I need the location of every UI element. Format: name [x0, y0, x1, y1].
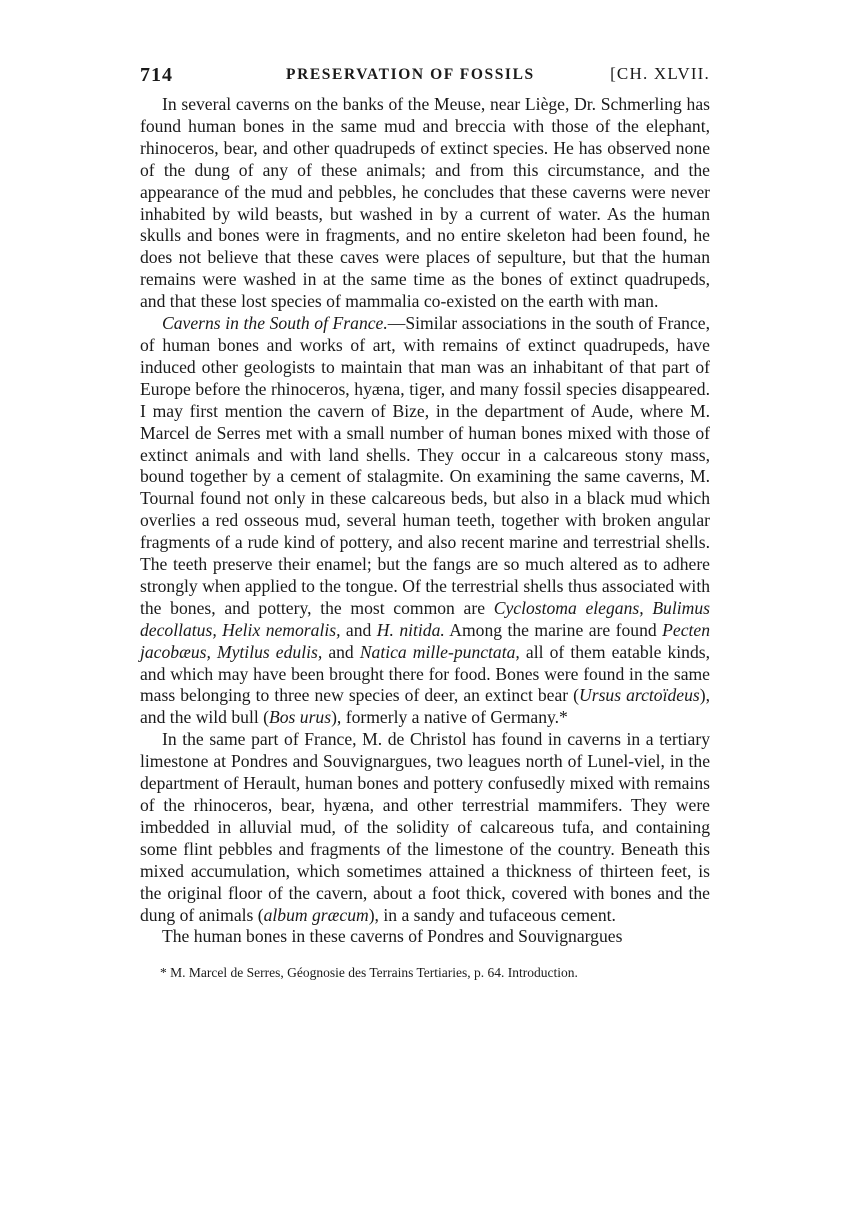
paragraph — [140, 926, 710, 948]
paragraph — [140, 94, 710, 313]
page-number: 714 — [140, 64, 173, 86]
text-run: In the same part of France, M. de Christol has found in caverns in a tertiary limestone at Pondres and Souvignargues, two leagues north of Lunel-viel, in the department of Herault, human bones and pottery confusedly mixed with remains of the rhinoceros, bear, hyæna, and other terrestrial mammifers. They were imbedded in alluvial mud, of the solidity of calcareous tufa, and containing some flint pebbles and fragments of the limestone of the country. Beneath this mixed accumulation, which sometimes attained a thickness of thirteen feet, is the original floor of the cavern, about a foot thick, covered with bones and the dung of animals ( — [140, 729, 710, 925]
italic-text: H. nitida. — [376, 619, 445, 640]
text-run: ), formerly a native of Germany.* — [331, 707, 568, 728]
italic-text: Natica mille-punctata, — [359, 641, 520, 662]
italic-text: Ursus arctoïdeus — [579, 685, 700, 706]
italic-text: Caverns in the South of France. — [162, 313, 388, 334]
text-run: ), and the wild bull ( — [140, 685, 710, 728]
text-run: —Similar associations in the south of France, of human bones and works of art, with remains of extinct quadrupeds, have induced other geologists to maintain that man was an inhabitant of that part of Europe before the rhinoceros, hyæna, tiger, and many fossil species disappeared. I may first mention the cavern of Bize, in the department of Aude, where M. Marcel de Serres met with a small number of human bones mixed with those of extinct animals and with land shells. They occur in a calcareous stony mass, bound together by a cement of stalagmite. On examining the same caverns, M. Tournal found not only in these calcareous beds, but also in a black mud which overlies a red osseous mud, several human teeth, together with broken angular fragments of a rude kind of pottery, and also recent marine and terrestrial shells. The teeth preserve their enamel; but the fangs are so much altered as to adhere strongly when applied to the tongue. Of the terrestrial shells thus associated with the bones, and pottery, the most common are — [140, 313, 710, 618]
chapter-reference: [CH. XLVII. — [610, 64, 710, 83]
text-run: In several caverns on the banks of the Meuse, near Liège, Dr. Schmerling has found human bones in the same mud and breccia with those of the elephant, rhinoceros, bear, and other quadrupeds of extinct species. He has observed none of the dung of any of these animals; and from this circumstance, and the appearance of the mud and pebbles, he concludes that these caverns were never inhabited by wild beasts, but washed in by a current of water. As the human skulls and bones were in fragments, and no entire skeleton had been found, he does not believe that these caves were places of sepulture, but that the human remains were washed in at the same time as the bones of extinct quadrupeds, and that these lost species of mammalia co-existed on the earth with man. — [140, 94, 710, 312]
running-title: PRESERVATION OF FOSSILS — [286, 66, 535, 83]
text-run: The human bones in these caverns of Pondres and Souvignargues — [162, 926, 623, 947]
footnote: * M. Marcel de Serres, Géognosie des Terrains Tertiaries, p. 64. Introduction. — [160, 965, 578, 981]
paragraph — [140, 313, 710, 729]
paragraph — [140, 729, 710, 926]
text-run: and — [322, 641, 360, 662]
text-run: and — [340, 619, 377, 640]
book-page — [140, 60, 710, 982]
text-run: Among the marine are found — [444, 619, 663, 640]
italic-text: album græcum — [263, 904, 369, 925]
italic-text: Bos urus — [269, 707, 332, 728]
text-run: all of them eatable kinds, and which may have been brought there for food. Bones were found in the same mass belonging to three new species of deer, an extinct bear ( — [140, 641, 711, 706]
text-run: ), in a sandy and tufaceous cement. — [368, 904, 616, 925]
body-text — [140, 94, 710, 948]
italic-text: Pecten jacobæus, Mytilus edulis, — [140, 619, 710, 662]
running-head — [140, 60, 710, 94]
italic-text: Cyclostoma elegans, Bulimus decollatus, Helix nemoralis, — [140, 597, 710, 640]
